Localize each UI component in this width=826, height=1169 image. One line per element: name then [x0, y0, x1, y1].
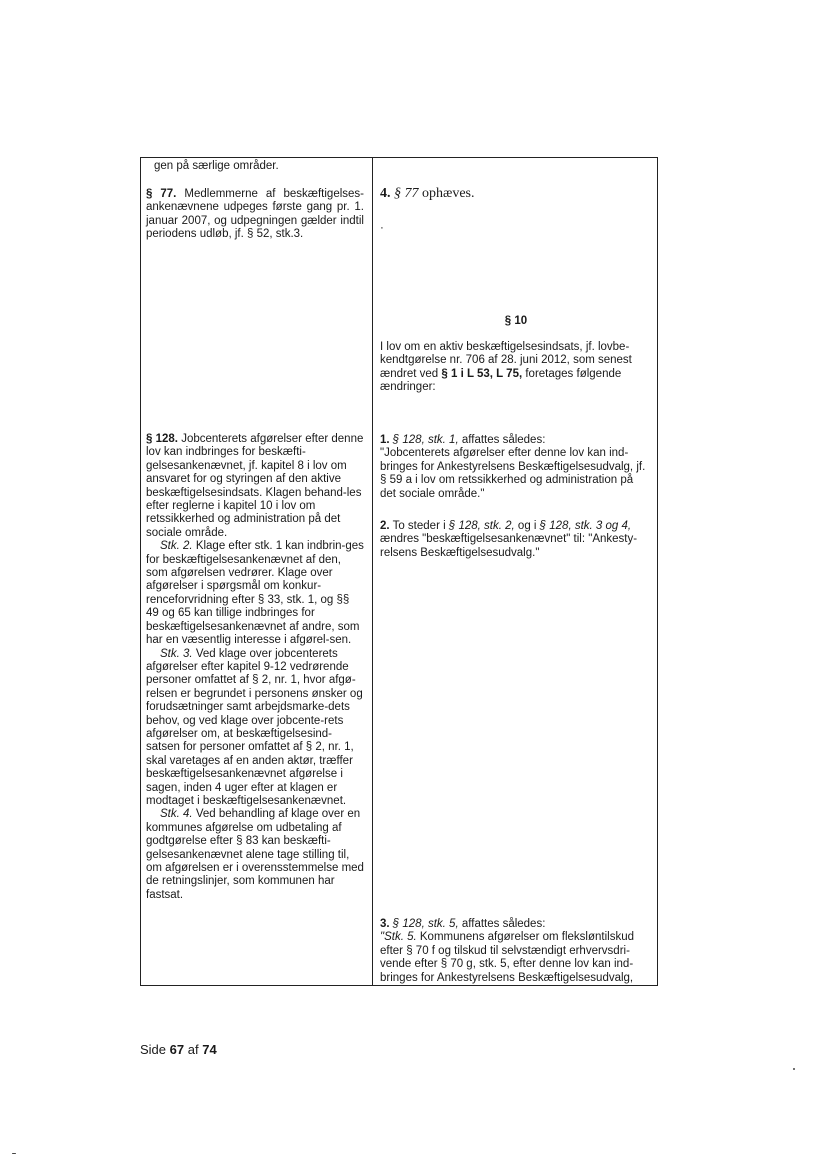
amendment-1-quote: "Jobcenterets afgørelser efter denne lov kan ind-bringes for Ankestyrelsens Beskæftigelsesudvalg, jf. § 59 a i lov om retssikkerhed og administration på det sociale område."	[380, 447, 646, 500]
section-10-heading: § 10	[504, 315, 528, 327]
left-continuation	[146, 160, 372, 173]
footer-current-page: 67	[169, 1042, 185, 1057]
intro-text-b: foretages følgende ændringer:	[380, 367, 622, 394]
footer-af-label: af	[187, 1042, 199, 1057]
amendment-2-ref-1: § 128, stk. 2,	[448, 520, 515, 532]
section-128-text: Jobcenterets afgørelser efter denne lov kan indbringes for beskæfti-gelsesankenævnet, jf. kapitel 8 i lov om ansvaret for og styringen af den aktive beskæftigelsesindsats. Klagen behand-les efter reglerne i kapitel 10 i lov om retssikkerhed og administration på det sociale område.	[146, 433, 364, 539]
amendment-2-text-c: ændres "beskæftigelsesankenævnet" til: "Ankesty-relsens Beskæftigelsesudvalg."	[380, 533, 638, 559]
stk4-label: Stk. 4.	[160, 808, 193, 821]
amendment-2-ref-2: § 128, stk. 3 og 4,	[539, 520, 632, 532]
amendment-2	[380, 520, 652, 560]
column-divider	[372, 157, 373, 986]
stk3-text: Ved klage over jobcenterets afgørelser efter kapitel 9-12 vedrørende personer omfattet af § 2, nr. 1, hvor afgø-relsen er begrundet i personens ønsker og forudsætninger samt arbejdsmarke-dets behov, og ved klage over jobcente-rets afgørelser om, at beskæftigelsesind-satsen for personer omfattet af § 2, nr. 1, skal varetages af en anden aktør, træffer beskæftigelsesankenævnet afgørelse i sagen, inden 4 uger efter at klagen er modtaget i beskæftigelsesankenævnet.	[146, 647, 363, 807]
paragraph-77	[146, 188, 364, 242]
amendment-3	[380, 918, 652, 985]
amendment-1-number: 1.	[380, 434, 390, 446]
stk2-label: Stk. 2.	[160, 540, 193, 553]
stk3-label: Stk. 3.	[160, 647, 193, 660]
section-128-heading: § 128.	[146, 433, 178, 445]
amendment-3-ref: § 128, stk. 5,	[392, 918, 459, 930]
paragraph-128	[146, 433, 364, 902]
intro-bold: § 1 i L 53, L 75,	[441, 367, 523, 380]
stk4-text: Ved behandling af klage over en kommunes afgørelse om udbetaling af godtgørelse efter § 83 kan beskæfti-gelsesankenævnet alene tage stilling til, om afgørelsen er i overensstemmelse med de retningslinjer, som kommunen har fastsat.	[146, 808, 364, 901]
amendment-2-number: 2.	[380, 520, 390, 532]
section-10-heading-block	[380, 315, 652, 328]
amendment-1-ref: § 128, stk. 1,	[392, 434, 459, 446]
amendment-4-number: 4.	[380, 186, 391, 201]
page-footer	[140, 1042, 217, 1057]
section-77-text: Medlemmerne af beskæftigelses-ankenævnene udpeges første gang pr. 1. januar 2007, og udpegningen gælder indtil periodens udløb, jf. § 52, stk.3.	[146, 188, 365, 241]
section-77-heading: § 77.	[146, 188, 177, 200]
amendment-4-ref: § 77	[394, 186, 419, 201]
amendment-3-quote: Kommunens afgørelser om fleksløntilskud efter § 70 f og tilskud til selvstændigt erhvervsdri-vende efter § 70 g, stk. 5, efter denne lov kan ind-bringes for Ankestyrelsens Beskæftigelsesudvalg,	[380, 931, 634, 984]
footer-side-label: Side	[140, 1042, 167, 1057]
intro-text-a: I lov om en aktiv beskæftigelsesindsats, jf. lovbe-kendtgørelse nr. 706 af 28. juni 2012, som senest ændret ved	[380, 341, 632, 380]
amendment-4-text: ophæves.	[422, 186, 475, 201]
footer-total-pages: 74	[202, 1042, 217, 1057]
scan-speck	[12, 1153, 16, 1154]
amendment-3-intro: affattes således:	[461, 918, 546, 930]
amendment-4	[380, 187, 652, 200]
amendment-3-number: 3.	[380, 918, 390, 930]
amendment-2-text-b: og i	[517, 520, 537, 532]
scan-speck	[793, 1068, 795, 1070]
section-10-intro	[380, 341, 652, 395]
amendment-1-intro: affattes således:	[461, 434, 546, 446]
continuation-text: gen på særlige områder.	[154, 160, 279, 172]
amendment-3-stk-label: "Stk. 5.	[380, 931, 417, 944]
dot-mark: ·	[380, 222, 384, 234]
stk2-text: Klage efter stk. 1 kan indbrin-ges for beskæftigelsesankenævnet af den, som afgørelsen vedrører. Klage over afgørelser i spørgsmål om konkur-renceforvridning efter § 33, stk. 1, og §§ 49 og 65 kan tillige indbringes for beskæftigelsesankenævnet af andre, som har en væsentlig interesse i afgørel-sen.	[146, 540, 364, 647]
amendment-2-text-a: To steder i	[392, 520, 446, 532]
amendment-1	[380, 434, 652, 501]
stray-dot	[380, 222, 652, 235]
